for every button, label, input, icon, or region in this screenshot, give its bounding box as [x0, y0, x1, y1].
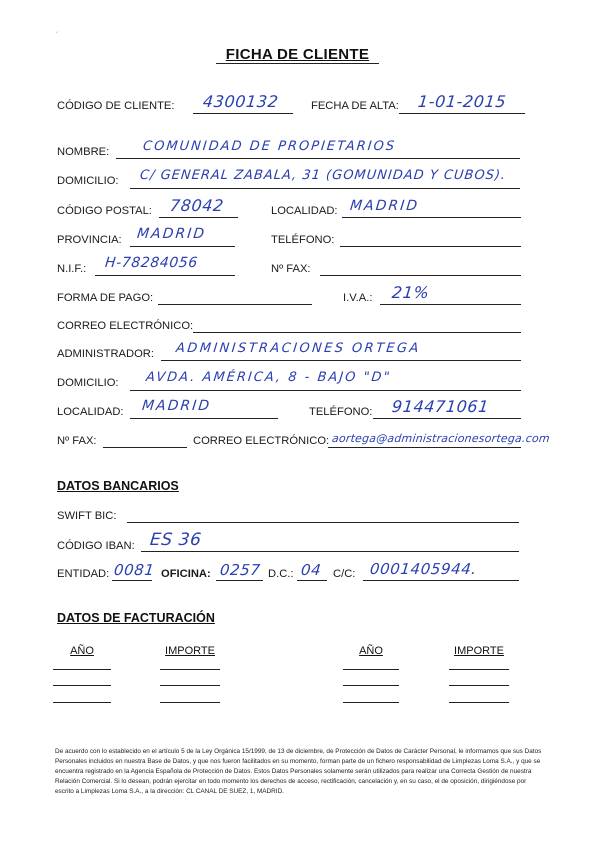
- fecha-alta-label: FECHA DE ALTA:: [311, 100, 399, 112]
- title-underline: [216, 63, 379, 64]
- fact-importe-2-line-1[interactable]: [449, 669, 509, 670]
- codigo-cliente-label: CÓDIGO DE CLIENTE:: [57, 100, 175, 112]
- cc-value[interactable]: 0001405944.: [369, 560, 478, 578]
- correo-line: [193, 332, 521, 333]
- forma-pago-line: [158, 304, 312, 305]
- datos-facturacion-heading: DATOS DE FACTURACIÓN: [57, 611, 215, 625]
- admin-telefono-label: TELÉFONO:: [309, 406, 373, 418]
- swift-line: [127, 522, 519, 523]
- admin-fax-line: [103, 447, 187, 448]
- col-ano-2: AÑO: [359, 645, 383, 657]
- provincia-line: [130, 246, 235, 247]
- domicilio-line: [130, 188, 520, 189]
- fact-importe-2-line-3[interactable]: [449, 702, 509, 703]
- fact-ano-1-line-2[interactable]: [53, 685, 111, 686]
- col-ano-1: AÑO: [70, 645, 94, 657]
- nombre-line: [116, 158, 520, 159]
- codigo-postal-line: [159, 217, 238, 218]
- provincia-value[interactable]: MADRID: [136, 226, 207, 242]
- legal-notice: De acuerdo con lo establecido en el artículo 5 de la Ley Orgánica 15/1999, de 13 de diciembre, de Protección de Datos de Carácter Personal, le informamos que sus Datos Personales incluidos en nuestra Base de Datos, y que nos fueron facilitados en su momento, forman parte de un fichero responsabilidad de Limplezas Loma S.A., y que se encuentra registrado en la Agencia Española de Protección de Datos. Estos Datos Personales solamente serán utilizados para realizar una Correcta Gestión de nuestra Relación Comercial. Si lo desean, podrán ejercitar en todo momento los derechos de acceso, rectificación, cancelación y, en su caso, el de oposición, dirigiéndose por escrito a Limplezas Loma S.A., a la dirección: CL CANAL DE SUEZ, 1, MADRID.: [55, 748, 542, 795]
- fact-ano-1-line-1[interactable]: [53, 669, 111, 670]
- datos-bancarios-heading: DATOS BANCARIOS: [57, 479, 179, 493]
- admin-localidad-label: LOCALIDAD:: [57, 406, 124, 418]
- iva-line: [380, 304, 521, 305]
- col-importe-2: IMPORTE: [454, 645, 504, 657]
- codigo-cliente-value[interactable]: 4300132: [202, 92, 280, 111]
- oficina-line: [216, 580, 263, 581]
- codigo-postal-value[interactable]: 78042: [169, 196, 225, 215]
- swift-label: SWIFT BIC:: [57, 510, 117, 522]
- cc-label: C/C:: [333, 568, 356, 580]
- entidad-line: [112, 580, 152, 581]
- fact-importe-2-line-2[interactable]: [449, 685, 509, 686]
- administrador-value[interactable]: ADMINISTRACIONES ORTEGA: [175, 341, 422, 356]
- nif-label: N.I.F.:: [57, 263, 87, 275]
- dc-line: [297, 580, 327, 581]
- nombre-label: NOMBRE:: [57, 146, 110, 158]
- fact-ano-2-line-1[interactable]: [343, 669, 399, 670]
- iban-value[interactable]: ES 36: [148, 530, 203, 550]
- entidad-label: ENTIDAD:: [57, 568, 110, 580]
- forma-pago-label: FORMA DE PAGO:: [57, 292, 154, 304]
- iva-value[interactable]: 21%: [391, 283, 431, 302]
- admin-domicilio-line: [130, 390, 521, 391]
- administrador-label: ADMINISTRADOR:: [57, 348, 154, 360]
- admin-correo-line: [328, 447, 521, 448]
- nif-line: [95, 275, 235, 276]
- localidad-value[interactable]: MADRID: [349, 198, 420, 214]
- administrador-line: [161, 360, 521, 361]
- dc-value[interactable]: 04: [300, 561, 323, 579]
- localidad-line: [342, 217, 521, 218]
- admin-domicilio-value[interactable]: AVDA. AMÉRICA, 8 - BAJO "D": [145, 370, 393, 385]
- fact-importe-1-line-1[interactable]: [160, 669, 220, 670]
- nombre-value[interactable]: COMUNIDAD DE PROPIETARIOS: [142, 139, 397, 154]
- admin-domicilio-label: DOMICILIO:: [57, 377, 119, 389]
- codigo-postal-label: CÓDIGO POSTAL:: [57, 205, 152, 217]
- nif-value[interactable]: H-78284056: [104, 255, 199, 271]
- iva-label: I.V.A.:: [343, 292, 373, 304]
- iban-line: [141, 551, 519, 552]
- fecha-alta-value[interactable]: 1-01-2015: [417, 92, 508, 111]
- admin-correo-label: CORREO ELECTRÓNICO:: [193, 435, 330, 447]
- fact-importe-1-line-3[interactable]: [160, 702, 220, 703]
- correo-label: CORREO ELECTRÓNICO:: [57, 320, 194, 332]
- fact-ano-2-line-3[interactable]: [343, 702, 399, 703]
- domicilio-value[interactable]: C/ GENERAL ZABALA, 31 (GOMUNIDAD Y CUBOS).: [139, 168, 507, 183]
- domicilio-label: DOMICILIO:: [57, 175, 119, 187]
- cc-line: [363, 580, 519, 581]
- telefono-line: [340, 246, 521, 247]
- col-importe-1: IMPORTE: [165, 645, 215, 657]
- fax-line: [320, 275, 521, 276]
- codigo-cliente-line: [193, 113, 293, 114]
- admin-telefono-line: [373, 418, 521, 419]
- telefono-label: TELÉFONO:: [271, 234, 335, 246]
- fact-ano-1-line-3[interactable]: [53, 702, 111, 703]
- admin-fax-label: Nº FAX:: [57, 435, 97, 447]
- fact-importe-1-line-2[interactable]: [160, 685, 220, 686]
- dc-label: D.C.:: [268, 568, 294, 580]
- admin-localidad-line: [130, 418, 278, 419]
- fax-label: Nº FAX:: [271, 263, 311, 275]
- fact-ano-2-line-2[interactable]: [343, 685, 399, 686]
- scan-mark: ᐟ: [56, 31, 59, 37]
- fecha-alta-line: [399, 113, 525, 114]
- iban-label: CÓDIGO IBAN:: [57, 540, 135, 552]
- localidad-label: LOCALIDAD:: [271, 205, 338, 217]
- provincia-label: PROVINCIA:: [57, 234, 122, 246]
- admin-localidad-value[interactable]: MADRID: [141, 398, 212, 414]
- admin-telefono-value[interactable]: 914471061: [391, 397, 491, 416]
- oficina-label: OFICINA:: [161, 568, 211, 580]
- form-title: FICHA DE CLIENTE: [225, 46, 370, 63]
- entidad-value[interactable]: 0081: [113, 561, 156, 579]
- admin-correo-value[interactable]: aortega@administracionesortega.com: [331, 432, 551, 445]
- oficina-value[interactable]: 0257: [219, 561, 262, 579]
